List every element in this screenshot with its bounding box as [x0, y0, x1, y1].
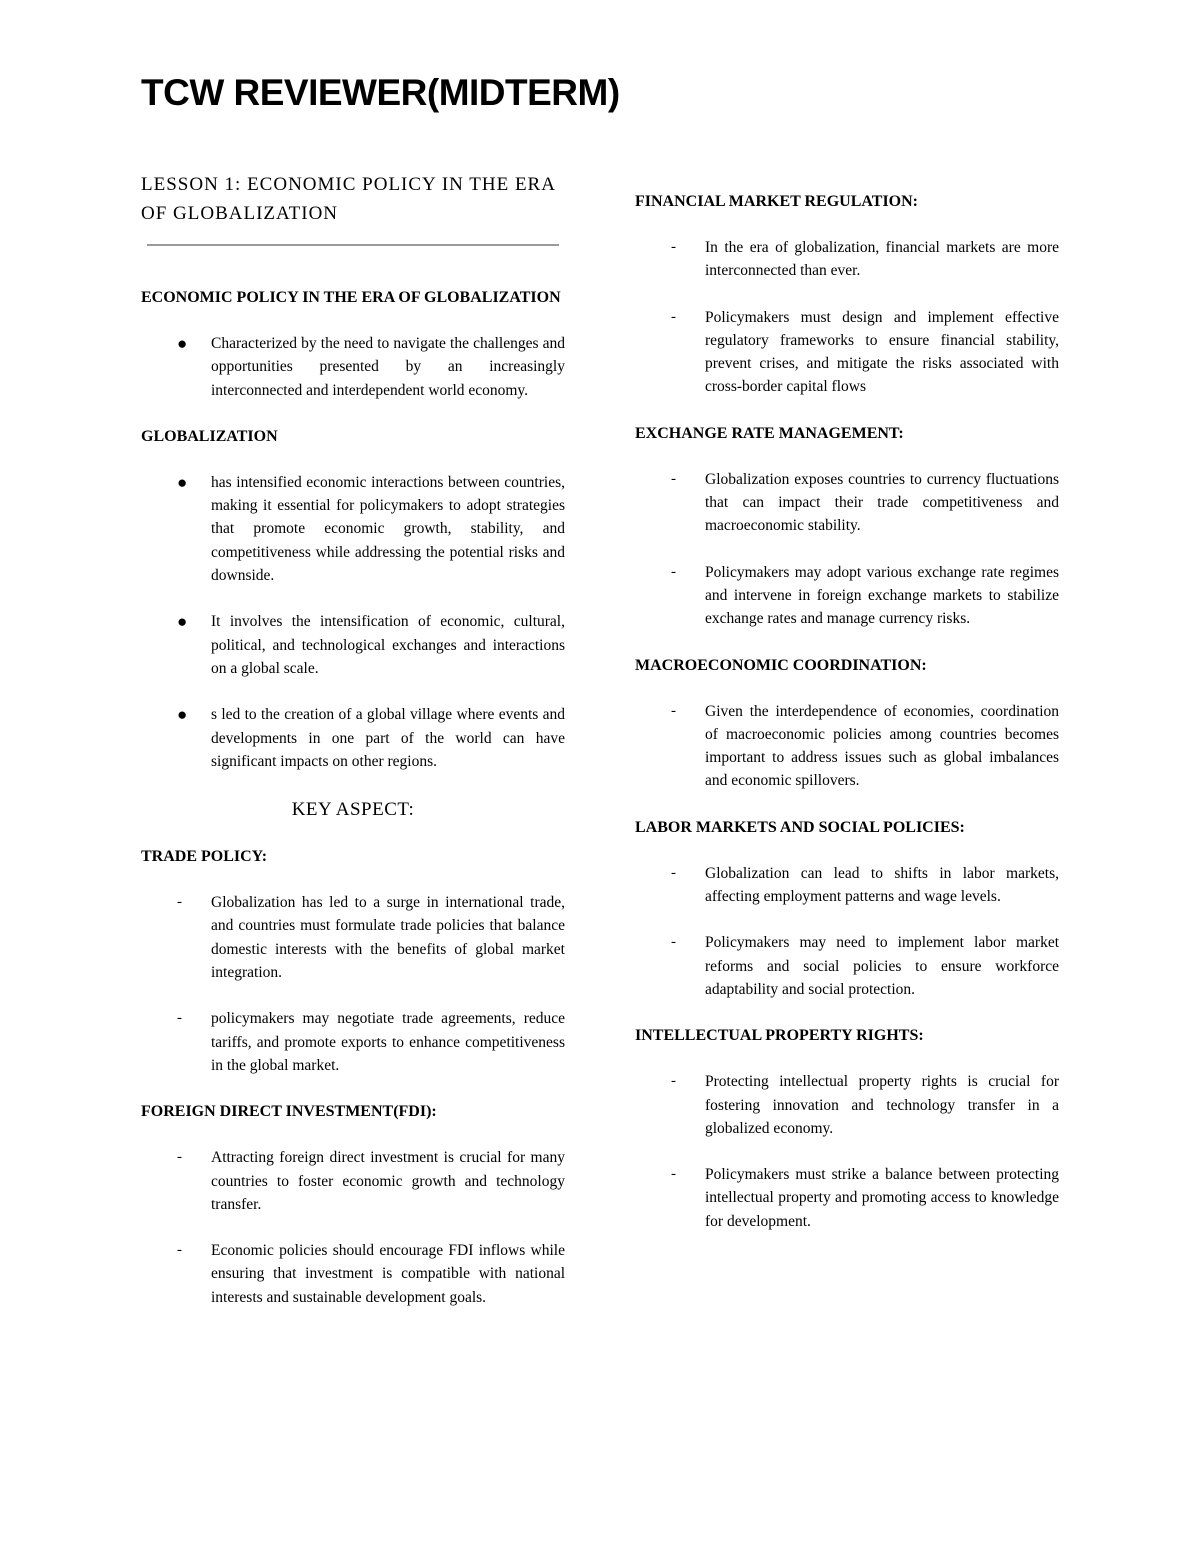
dash-marker: -: [671, 470, 676, 487]
list-item-text: Characterized by the need to navigate the challenges and opportunities presented by an increasingly interconnected and interdependent world economy.: [211, 335, 565, 399]
list-item: [141, 891, 565, 984]
dash-marker: -: [671, 239, 676, 255]
dash-marker: -: [671, 702, 676, 719]
dash-list: [635, 236, 1059, 399]
list-item: [141, 1146, 565, 1216]
list-item: [141, 703, 565, 773]
bullet-marker: ●: [177, 472, 188, 492]
dash-marker: -: [671, 1073, 676, 1090]
list-item-text: In the era of globalization, financial markets are more interconnected than ever.: [705, 239, 1059, 280]
section-financial-market-regulation: [635, 190, 1059, 399]
section-heading: ECONOMIC POLICY IN THE ERA OF GLOBALIZATION: [141, 289, 561, 306]
list-item: [141, 1239, 565, 1309]
section-heading: EXCHANGE RATE MANAGEMENT:: [635, 424, 904, 442]
list-item: [141, 1007, 565, 1077]
list-item-text: Globalization exposes countries to currency fluctuations that can impact their trade competitiveness and macroeconomic stability.: [705, 470, 1059, 535]
section-intellectual-property: [635, 1024, 1059, 1233]
left-column: [141, 170, 565, 1309]
section-heading: INTELLECTUAL PROPERTY RIGHTS:: [635, 1027, 924, 1045]
dash-list: [635, 1070, 1059, 1233]
divider: [147, 244, 559, 246]
list-item: [141, 471, 565, 587]
list-item-text: policymakers may negotiate trade agreements, reduce tariffs, and promote exports to enhance competitiveness in the global market.: [211, 1010, 565, 1074]
section-economic-policy: [141, 286, 565, 402]
list-item-text: Economic policies should encourage FDI inflows while ensuring that investment is compatible with national interests and sustainable development goals.: [211, 1242, 565, 1306]
dash-list: [635, 700, 1059, 793]
section-exchange-rate: [635, 422, 1059, 631]
list-item: [635, 862, 1059, 909]
dash-marker: -: [177, 894, 182, 911]
list-item-text: Policymakers must strike a balance between protecting intellectual property and promoting access to knowledge for development.: [705, 1166, 1059, 1230]
dash-marker: -: [177, 1010, 182, 1027]
dash-list: [635, 468, 1059, 631]
list-item-text: Globalization has led to a surge in international trade, and countries must formulate trade policies that balance domestic interests with the benefits of global market integration.: [211, 894, 565, 982]
list-item: [635, 468, 1059, 538]
dash-marker: -: [671, 1166, 676, 1183]
dash-marker: -: [671, 308, 676, 325]
list-item-text: has intensified economic interactions between countries, making it essential for policymakers to adopt strategies that promote economic growth, stability, and competitiveness while addressing the potential risks and downside.: [211, 473, 565, 585]
bullet-list: [141, 471, 565, 773]
list-item: [141, 332, 565, 402]
list-item-text: Attracting foreign direct investment is crucial for many countries to foster economic growth and technology transfer.: [211, 1149, 565, 1213]
section-heading: GLOBALIZATION: [141, 427, 278, 445]
list-item-text: Policymakers may need to implement labor market reforms and social policies to ensure workforce adaptability and social protection.: [705, 934, 1059, 998]
list-item: [635, 1163, 1059, 1233]
bullet-marker: ●: [177, 705, 188, 725]
dash-marker: -: [671, 864, 676, 881]
section-macroeconomic-coordination: [635, 654, 1059, 793]
section-trade-policy: [141, 845, 565, 1077]
dash-list: [141, 891, 565, 1077]
section-heading: LABOR MARKETS AND SOCIAL POLICIES:: [635, 818, 965, 836]
section-heading: FOREIGN DIRECT INVESTMENT(FDI):: [141, 1103, 437, 1121]
list-item: [635, 1070, 1059, 1140]
section-labor-markets: [635, 816, 1059, 1001]
bullet-marker: ●: [177, 334, 188, 353]
list-item-text: Policymakers may adopt various exchange rate regimes and intervene in foreign exchange markets to stabilize exchange rates and manage currency risks.: [705, 563, 1059, 628]
list-item-text: Globalization can lead to shifts in labor markets, affecting employment patterns and wage levels.: [705, 864, 1059, 906]
list-item-text: It involves the intensification of economic, cultural, political, and technological exchanges and interactions on a global scale.: [211, 613, 565, 677]
dash-list: [141, 1146, 565, 1309]
list-item: [635, 931, 1059, 1001]
dash-marker: -: [177, 1242, 182, 1259]
dash-marker: -: [671, 934, 676, 951]
list-item-text: Policymakers must design and implement effective regulatory frameworks to ensure financial stability, prevent crises, and mitigate the risks associated with cross-border capital flows: [705, 308, 1059, 396]
list-item-text: s led to the creation of a global village where events and developments in one part of the world can have significant impacts on other regions.: [211, 706, 565, 770]
bullet-marker: ●: [177, 612, 188, 632]
section-fdi: [141, 1100, 565, 1309]
lesson-title: LESSON 1: ECONOMIC POLICY IN THE ERA OF GLOBALIZATION: [141, 174, 555, 224]
dash-marker: -: [671, 563, 676, 580]
list-item-text: Protecting intellectual property rights is crucial for fostering innovation and technology transfer in a globalized economy.: [705, 1073, 1059, 1137]
section-heading: MACROECONOMIC COORDINATION:: [635, 656, 927, 674]
dash-marker: -: [177, 1149, 182, 1166]
dash-list: [635, 862, 1059, 1001]
section-heading: TRADE POLICY:: [141, 848, 268, 866]
list-item: [635, 306, 1059, 399]
list-item: [635, 700, 1059, 793]
bullet-list: [141, 332, 565, 402]
list-item: [141, 610, 565, 680]
list-item-text: Given the interdependence of economies, coordination of macroeconomic policies among countries becomes important to address issues such as global imbalances and economic spillovers.: [705, 702, 1059, 790]
key-aspect-heading: KEY ASPECT:: [291, 799, 415, 821]
list-item: [635, 561, 1059, 631]
section-globalization: [141, 425, 565, 773]
document-title: TCW REVIEWER(MIDTERM): [141, 72, 620, 113]
section-heading: FINANCIAL MARKET REGULATION:: [635, 193, 918, 210]
right-column: [635, 190, 1059, 1233]
list-item: [635, 236, 1059, 283]
